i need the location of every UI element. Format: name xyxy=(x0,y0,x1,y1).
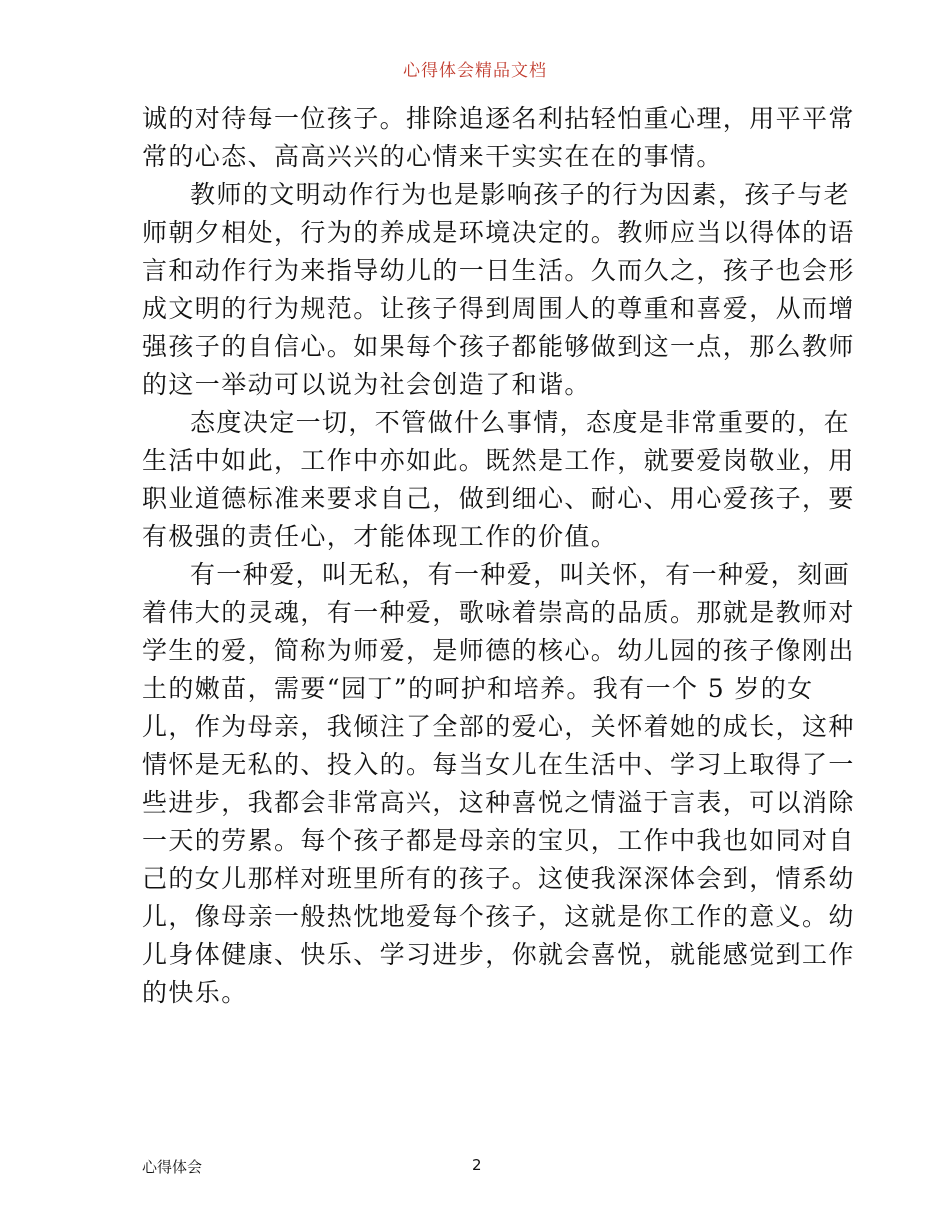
text-line: 己的女儿那样对班里所有的孩子。这使我深深体会到，情系幼 xyxy=(142,864,855,893)
text-line: 情怀是无私的、投入的。每当女儿在生活中、学习上取得了一 xyxy=(142,750,855,779)
document-body xyxy=(142,100,855,1012)
text-line: 的这一举动可以说为社会创造了和谐。 xyxy=(142,370,591,399)
text-line: 言和动作行为来指导幼儿的一日生活。久而久之，孩子也会形 xyxy=(142,256,855,285)
footer-label: 心得体会 xyxy=(142,1158,203,1176)
text-line: 学生的爱，简称为师爱，是师德的核心。幼儿园的孩子像刚出 xyxy=(142,636,855,665)
text-line: 儿身体健康、快乐、学习进步，你就会喜悦，就能感觉到工作 xyxy=(142,940,855,969)
text-line: 职业道德标准来要求自己，做到细心、耐心、用心爱孩子，要 xyxy=(142,484,855,513)
text-line: 土的嫩苗，需要“园丁”的呵护和培养。我有一个 5 岁的女 xyxy=(142,674,814,703)
page-header-title: 心得体会精品文档 xyxy=(403,61,547,81)
text-line: 些进步，我都会非常高兴，这种喜悦之情溢于言表，可以消除 xyxy=(142,788,855,817)
paragraph-start-line: 有一种爱，叫无私，有一种爱，叫关怀，有一种爱，刻画 xyxy=(190,560,851,589)
page-number: 2 xyxy=(472,1156,482,1174)
text-line: 儿，作为母亲，我倾注了全部的爱心，关怀着她的成长，这种 xyxy=(142,712,855,741)
text-line: 着伟大的灵魂，有一种爱，歌咏着崇高的品质。那就是教师对 xyxy=(142,598,855,627)
text-line: 成文明的行为规范。让孩子得到周围人的尊重和喜爱，从而增 xyxy=(142,294,855,323)
text-line: 儿，像母亲一般热忱地爱每个孩子，这就是你工作的意义。幼 xyxy=(142,902,855,931)
paragraph-start-line: 态度决定一切，不管做什么事情，态度是非常重要的，在 xyxy=(190,408,851,437)
text-line: 生活中如此，工作中亦如此。既然是工作，就要爱岗敬业，用 xyxy=(142,446,855,475)
text-line: 师朝夕相处，行为的养成是环境决定的。教师应当以得体的语 xyxy=(142,218,855,247)
paragraph-start-line: 教师的文明动作行为也是影响孩子的行为因素，孩子与老 xyxy=(190,180,851,209)
text-line: 的快乐。 xyxy=(142,978,248,1007)
text-line: 诚的对待每一位孩子。排除追逐名利拈轻怕重心理，用平平常 xyxy=(142,104,855,133)
text-line: 强孩子的自信心。如果每个孩子都能够做到这一点，那么教师 xyxy=(142,332,855,361)
text-line: 常的心态、高高兴兴的心情来干实实在在的事情。 xyxy=(142,142,723,171)
text-line: 一天的劳累。每个孩子都是母亲的宝贝，工作中我也如同对自 xyxy=(142,826,855,855)
text-line: 有极强的责任心，才能体现工作的价值。 xyxy=(142,522,618,551)
